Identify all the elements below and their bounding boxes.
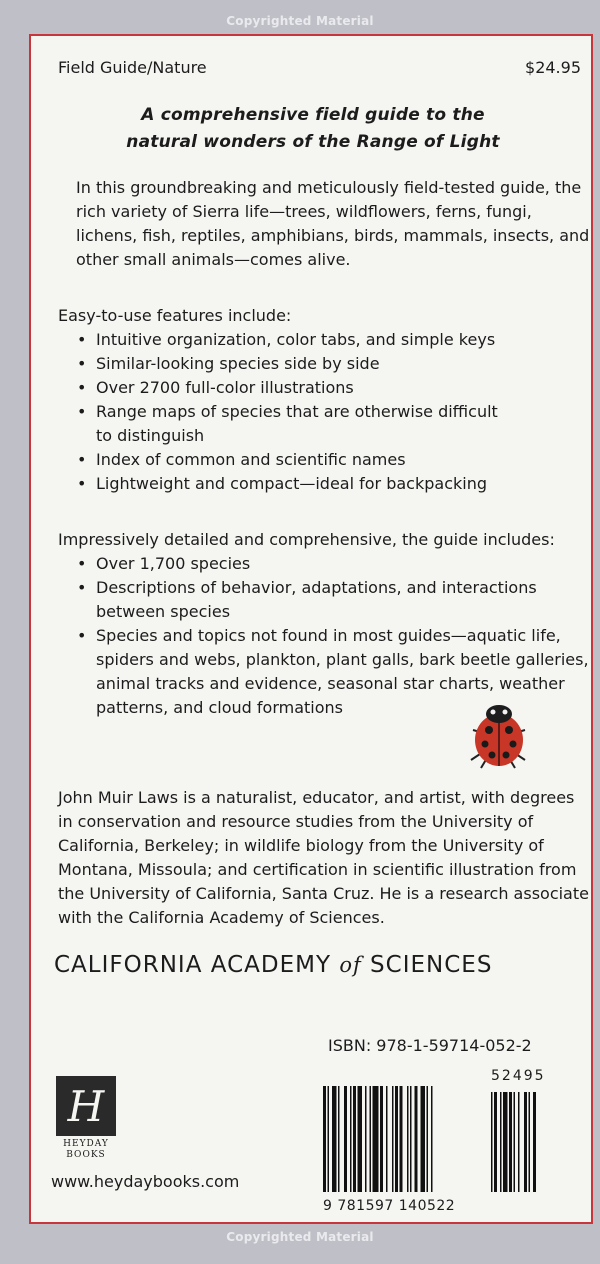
list-item xyxy=(58,576,578,624)
barcode-bar xyxy=(395,1086,398,1192)
barcode-bar xyxy=(407,1086,409,1192)
ladybug-icon xyxy=(471,705,525,768)
publisher-url[interactable]: www.heydaybooks.com xyxy=(51,1172,240,1191)
barcode-bar xyxy=(427,1086,429,1192)
barcode-bar xyxy=(338,1086,340,1192)
publisher-logo xyxy=(51,1076,121,1176)
bullet-icon: • xyxy=(77,578,87,597)
watermark-bottom: Copyrighted Material xyxy=(226,1230,374,1244)
features-section xyxy=(58,304,578,496)
list-item-text: patterns, and cloud formations xyxy=(96,698,343,717)
list-item-text: animal tracks and evidence, seasonal star charts, weather xyxy=(96,674,565,693)
bio-line: the University of California, Santa Cruz. He is a research associate xyxy=(58,884,589,903)
list-item xyxy=(58,448,578,472)
bio-line: Montana, Missoula; and certification in scientific illustration from xyxy=(58,860,577,879)
list-item xyxy=(58,328,578,352)
barcode-bar xyxy=(370,1086,372,1192)
intro-line: rich variety of Sierra life—trees, wildflowers, ferns, fungi, xyxy=(76,202,532,221)
author-bio xyxy=(58,786,589,930)
bullet-icon: • xyxy=(77,474,87,493)
list-item-text: to distinguish xyxy=(96,426,205,445)
list-item xyxy=(58,400,578,448)
barcode-bar xyxy=(494,1092,497,1192)
isbn-label: ISBN: 978-1-59714-052-2 xyxy=(328,1036,532,1055)
barcode-bar xyxy=(344,1086,347,1192)
bullet-icon: • xyxy=(77,626,87,645)
list-item-text: Index of common and scientific names xyxy=(96,450,406,469)
barcode-bar xyxy=(328,1086,330,1192)
includes-title: Impressively detailed and comprehensive, the guide includes: xyxy=(58,530,555,549)
logo-letter: H xyxy=(67,1082,105,1131)
barcode-bars xyxy=(323,1086,563,1198)
barcode-bar xyxy=(323,1086,326,1192)
barcode-bar xyxy=(431,1086,433,1192)
intro-line: In this groundbreaking and meticulously field-tested guide, the xyxy=(76,178,582,197)
tagline-line: A comprehensive field guide to the xyxy=(141,105,485,125)
list-item-text: Over 1,700 species xyxy=(96,554,251,573)
bullet-icon: • xyxy=(77,402,87,421)
list-item-text: Species and topics not found in most guides—aquatic life, xyxy=(96,626,561,645)
barcode-bar xyxy=(373,1086,379,1192)
features-list xyxy=(58,328,578,496)
barcode-bar xyxy=(353,1086,356,1192)
intro-line: other small animals—comes alive. xyxy=(76,250,351,269)
barcode-bar xyxy=(365,1086,367,1192)
barcode-bar xyxy=(332,1086,337,1192)
academy-wordmark xyxy=(54,952,492,978)
barcode-bar xyxy=(386,1086,388,1192)
publisher-line: BOOKS xyxy=(66,1150,106,1160)
bio-line: with the California Academy of Sciences. xyxy=(58,908,385,927)
barcode xyxy=(323,1068,563,1214)
bio-line: California, Berkeley; in wildlife biology from the University of xyxy=(58,836,544,855)
list-item xyxy=(58,352,578,376)
barcode-bar xyxy=(491,1092,493,1192)
barcode-price-digits: 52495 xyxy=(491,1068,546,1084)
barcode-bar xyxy=(514,1092,516,1192)
bio-line: John Muir Laws is a naturalist, educator, and artist, with degrees xyxy=(58,788,575,807)
barcode-bar xyxy=(350,1086,352,1192)
bullet-icon: • xyxy=(77,330,87,349)
tagline xyxy=(31,102,595,156)
academy-text: CALIFORNIA ACADEMY xyxy=(54,952,340,978)
price-label: $24.95 xyxy=(525,58,581,77)
list-item-text: Intuitive organization, color tabs, and simple keys xyxy=(96,330,496,349)
cover-panel xyxy=(29,34,593,1224)
academy-of: of xyxy=(339,953,362,977)
intro-line: lichens, fish, reptiles, amphibians, birds, mammals, insects, and xyxy=(76,226,590,245)
list-item-text: Descriptions of behavior, adaptations, and interactions xyxy=(96,578,537,597)
ladybug-illustration xyxy=(463,700,535,772)
barcode-digits: 9 781597 140522 xyxy=(323,1198,456,1214)
barcode-bar xyxy=(533,1092,536,1192)
list-item xyxy=(58,376,578,400)
includes-section xyxy=(58,528,589,720)
bio-line: in conservation and resource studies from the University of xyxy=(58,812,534,831)
barcode-bar xyxy=(503,1092,508,1192)
heyday-h-logo xyxy=(56,1076,116,1136)
barcode-bar xyxy=(518,1092,520,1192)
barcode-bar xyxy=(500,1092,502,1192)
bullet-icon: • xyxy=(77,378,87,397)
features-title: Easy-to-use features include: xyxy=(58,306,292,325)
list-item xyxy=(58,552,578,576)
bullet-icon: • xyxy=(77,354,87,373)
list-item-text: Range maps of species that are otherwise difficult xyxy=(96,402,498,421)
barcode-bar xyxy=(400,1086,403,1192)
barcode-bar xyxy=(421,1086,426,1192)
list-item-text: Lightweight and compact—ideal for backpacking xyxy=(96,474,488,493)
barcode-bar xyxy=(509,1092,512,1192)
publisher-name xyxy=(51,1139,121,1161)
category-label: Field Guide/Nature xyxy=(58,58,207,77)
academy-text: SCIENCES xyxy=(361,952,493,978)
barcode-bar xyxy=(410,1086,412,1192)
barcode-bar xyxy=(415,1086,418,1192)
watermark-top: Copyrighted Material xyxy=(226,14,374,28)
barcode-bar xyxy=(380,1086,383,1192)
barcode-bar xyxy=(524,1092,527,1192)
list-item-text: Similar-looking species side by side xyxy=(96,354,380,373)
intro-paragraph xyxy=(76,176,590,272)
list-item-text: Over 2700 full-color illustrations xyxy=(96,378,354,397)
list-item-text: spiders and webs, plankton, plant galls, bark beetle galleries, xyxy=(96,650,589,669)
barcode-bar xyxy=(529,1092,531,1192)
logo-letter-icon xyxy=(56,1076,116,1136)
includes-list xyxy=(58,552,589,720)
barcode-bar xyxy=(392,1086,394,1192)
publisher-line: HEYDAY xyxy=(63,1139,109,1149)
bullet-icon: • xyxy=(77,554,87,573)
barcode-bar xyxy=(358,1086,363,1192)
tagline-line: natural wonders of the Range of Light xyxy=(126,132,500,152)
bullet-icon: • xyxy=(77,450,87,469)
list-item-text: between species xyxy=(96,602,231,621)
list-item xyxy=(58,472,578,496)
